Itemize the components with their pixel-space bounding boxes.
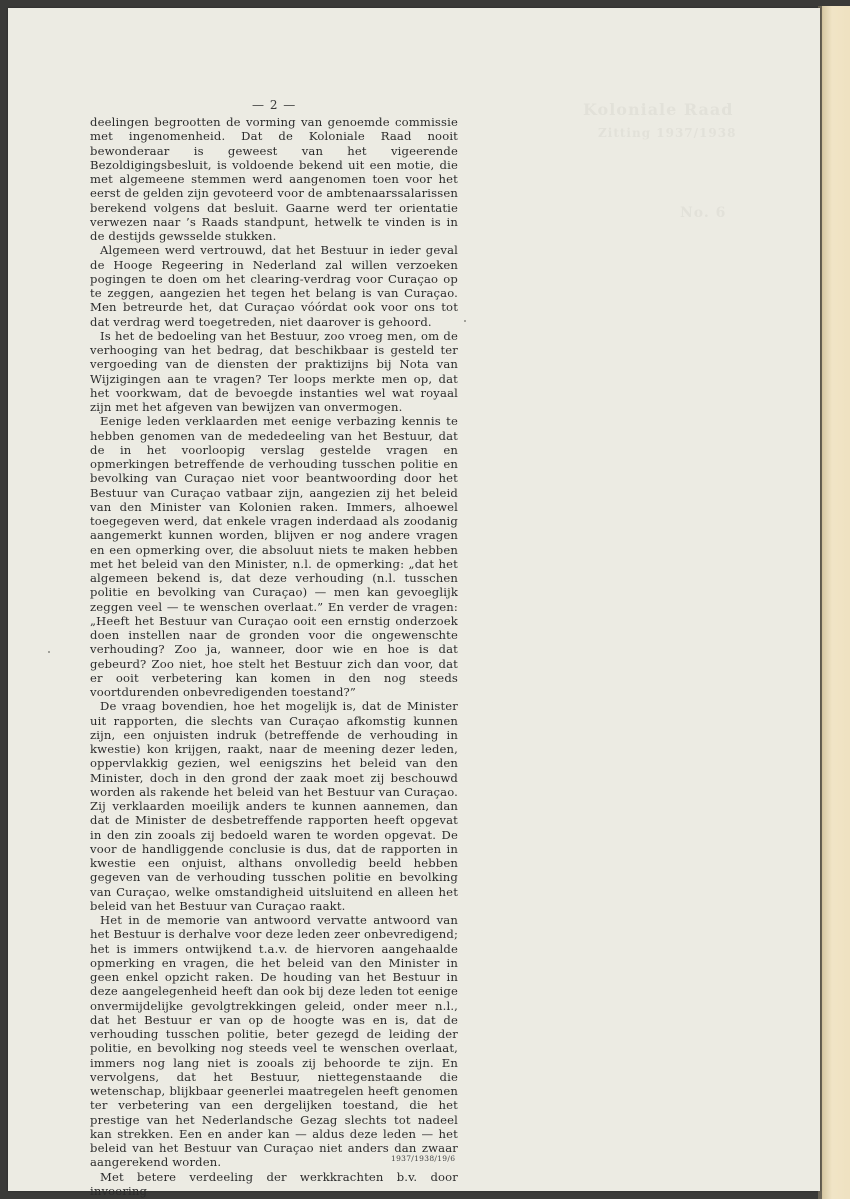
- bleed-through-title: Koloniale Raad: [583, 100, 734, 119]
- footer-code: 1937/1938/19/6: [391, 1154, 456, 1163]
- paragraph: De vraag bovendien, hoe het mogelijk is, dat de Minister uit rapporten, die slechts van Curaçao afkomstig kunnen zijn, een onjuisten indruk (betreffende de verhouding in kwestie) kon krijgen, raakt, naar de meening dezer leden, oppervlakkig gezien, wel eenigszins het beleid van den Minister, doch in den grond der zaak moet zij beschouwd worden als rakende het beleid van het Bestuur van Curaçao. Zij verklaarden moeilijk anders te kunnen aannemen, dan dat de Minister de desbetreffende rapporten heeft opgevat in den zin zooals zij bedoeld waren te worden opgevat. De voor de handliggende conclusie is dus, dat de rapporten in kwestie een onjuist, althans onvolledig beeld hebben gegeven van de verhouding tusschen politie en bevolking van Curaçao, welke omstandigheid uitsluitend en alleen het beleid van het Bestuur van Curaçao raakt.: [90, 699, 458, 913]
- next-page-edge: [820, 6, 850, 1199]
- paper-speck: [464, 320, 466, 322]
- paragraph: Algemeen werd vertrouwd, dat het Bestuur in ieder geval de Hooge Regeering in Nederland zal willen verzoeken pogingen te doen om het clearing-verdrag voor Curaçao op te zeggen, aangezien het tegen het belang is van Curaçao. Men betreurde het, dat Curaçao vóórdat ook voor ons tot dat verdrag werd toegetreden, niet daarover is gehoord.: [90, 243, 458, 329]
- document-page: [8, 8, 820, 1198]
- paragraph: Met betere verdeeling der werkkrachten b.v. door invoering: [90, 1169, 458, 1198]
- paragraph: Is het de bedoeling van het Bestuur, zoo vroeg men, om de verhooging van het bedrag, dat beschikbaar is gesteld ter vergoeding van de diensten der praktizijns bij Nota van Wijzigingen aan te vragen? Ter loops merkte men op, dat het voorkwam, dat de bevoegde instanties wel wat royaal zijn met het afgeven van bewijzen van onvermogen.: [90, 328, 458, 414]
- paragraph: Eenige leden verklaarden met eenige verbazing kennis te hebben genomen van de mededeeling van het Bestuur, dat de in het voorloopig verslag gestelde vragen en opmerkingen betreffende de verhouding tusschen politie en bevolking van Curaçao niet voor beantwoording door het Bestuur van Curaçao vatbaar zijn, aangezien zij het beleid van den Minister van Kolonien raken. Immers, alhoewel toegegeven werd, dat enkele vragen inderdaad als zoodanig aangemerkt kunnen worden, blijven er nog andere vragen en een opmerking over, die absoluut niets te maken hebben met het beleid van den Minister, n.l. de opmerking: „dat het algemeen bekend is, dat deze verhouding (n.l. tusschen politie en bevolking van Curaçao) — men kan gevoeglijk zeggen veel — te wenschen overlaat.” En verder de vragen: „Heeft het Bestuur van Curaçao ooit een ernstig onderzoek doen instellen naar de gronden voor die ongewenschte verhouding? Zoo ja, wanneer, door wie en hoe is dat gebeurd? Zoo niet, hoe stelt het Bestuur zich dan voor, dat er ooit verbetering kan komen in den nog steeds voortdurenden onbevredigenden toestand?”: [90, 414, 458, 699]
- page-number: — 2 —: [252, 98, 297, 112]
- body-text: [90, 115, 458, 1198]
- paper-speck: [48, 651, 50, 653]
- paragraph: Het in de memorie van antwoord vervatte antwoord van het Bestuur is derhalve voor deze leden zeer onbevredigend; het is immers ontwijkend t.a.v. de hiervoren aangehaalde opmerking en vragen, die het beleid van den Minister in geen enkel opzicht raken. De houding van het Bestuur in deze aangelegenheid heeft dan ook bij deze leden tot eenige onvermijdelijke gevolgtrekkingen geleid, onder meer n.l., dat het Bestuur er van op de hoogte was en is, dat de verhouding tusschen politie, beter gezegd de leiding der politie, en bevolking nog steeds veel te wenschen overlaat, immers nog lang niet is zooals zij behoorde te zijn. En vervolgens, dat het Bestuur, niettegenstaande die wetenschap, blijkbaar geenerlei maatregelen heeft genomen ter verbetering van een dergelijken toestand, die het prestige van het Nederlandsche Gezag slechts tot nadeel kan strekken. Een en ander kan — aldus deze leden — het beleid van het Bestuur van Curaçao niet anders dan zwaar aangerekend worden.: [90, 913, 458, 1170]
- bleed-through-subtitle: Zitting 1937/1938: [598, 126, 737, 140]
- bleed-through-number: No. 6: [680, 205, 727, 221]
- paragraph: deelingen begrootten de vorming van genoemde commissie met ingenomenheid. Dat de Koloniale Raad nooit bewonderaar is geweest van het vigeerende Bezoldigingsbesluit, is voldoende bekend uit een motie, die met algemeene stemmen werd aangenomen toen voor het eerst de gelden zijn gevoteerd voor de ambtenaarssalarissen berekend volgens dat besluit. Gaarne werd ter orientatie verwezen naar ’s Raads standpunt, hetwelk te vinden is in de destijds gewsselde stukken.: [90, 115, 458, 243]
